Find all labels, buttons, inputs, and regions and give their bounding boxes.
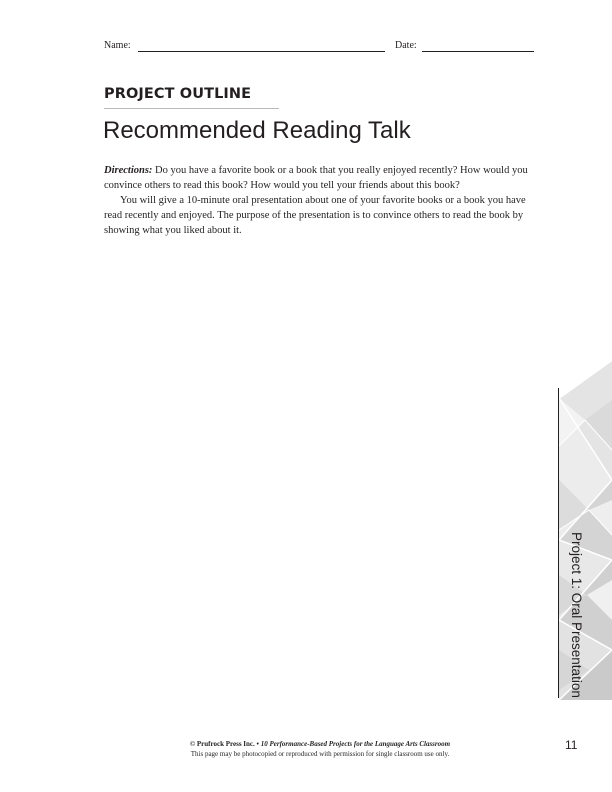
footer-book-title: 10 Performance-Based Projects for the Language Arts Classroom [260, 740, 451, 748]
name-label: Name: [104, 40, 131, 51]
side-tab-pattern [559, 360, 612, 700]
page-number: 11 [565, 738, 578, 752]
assignment-paragraph: You will give a 10-minute oral presentation about one of your favorite books or a book you have read recently and enjoyed. The purpose of the presentation is to convince others to read the book by showing what you liked about it. [104, 195, 526, 236]
footer-copyright: © Prufrock Press Inc. • [189, 740, 261, 748]
directions-text: Do you have a favorite book or a book that you really enjoyed recently? How would you convince others to read this book? How would you tell your friends about this book? [104, 165, 528, 191]
side-tab-label: Project 1: Oral Presentation [569, 532, 584, 698]
name-date-header [104, 40, 536, 54]
date-field-line[interactable] [422, 51, 534, 52]
directions-paragraph [104, 163, 539, 193]
name-field-line[interactable] [138, 51, 385, 52]
directions-label: Directions: [104, 165, 153, 176]
directions-body [104, 163, 539, 238]
section-divider [104, 108, 279, 109]
side-tab-border [558, 388, 559, 698]
footer [0, 739, 612, 759]
footer-copyright-line [0, 739, 612, 749]
section-label: PROJECT OUTLINE [104, 86, 252, 102]
page-title: Recommended Reading Talk [103, 117, 411, 144]
date-label: Date: [395, 40, 417, 51]
footer-permission: This page may be photocopied or reproduced with permission for single classroom use only. [190, 750, 450, 758]
